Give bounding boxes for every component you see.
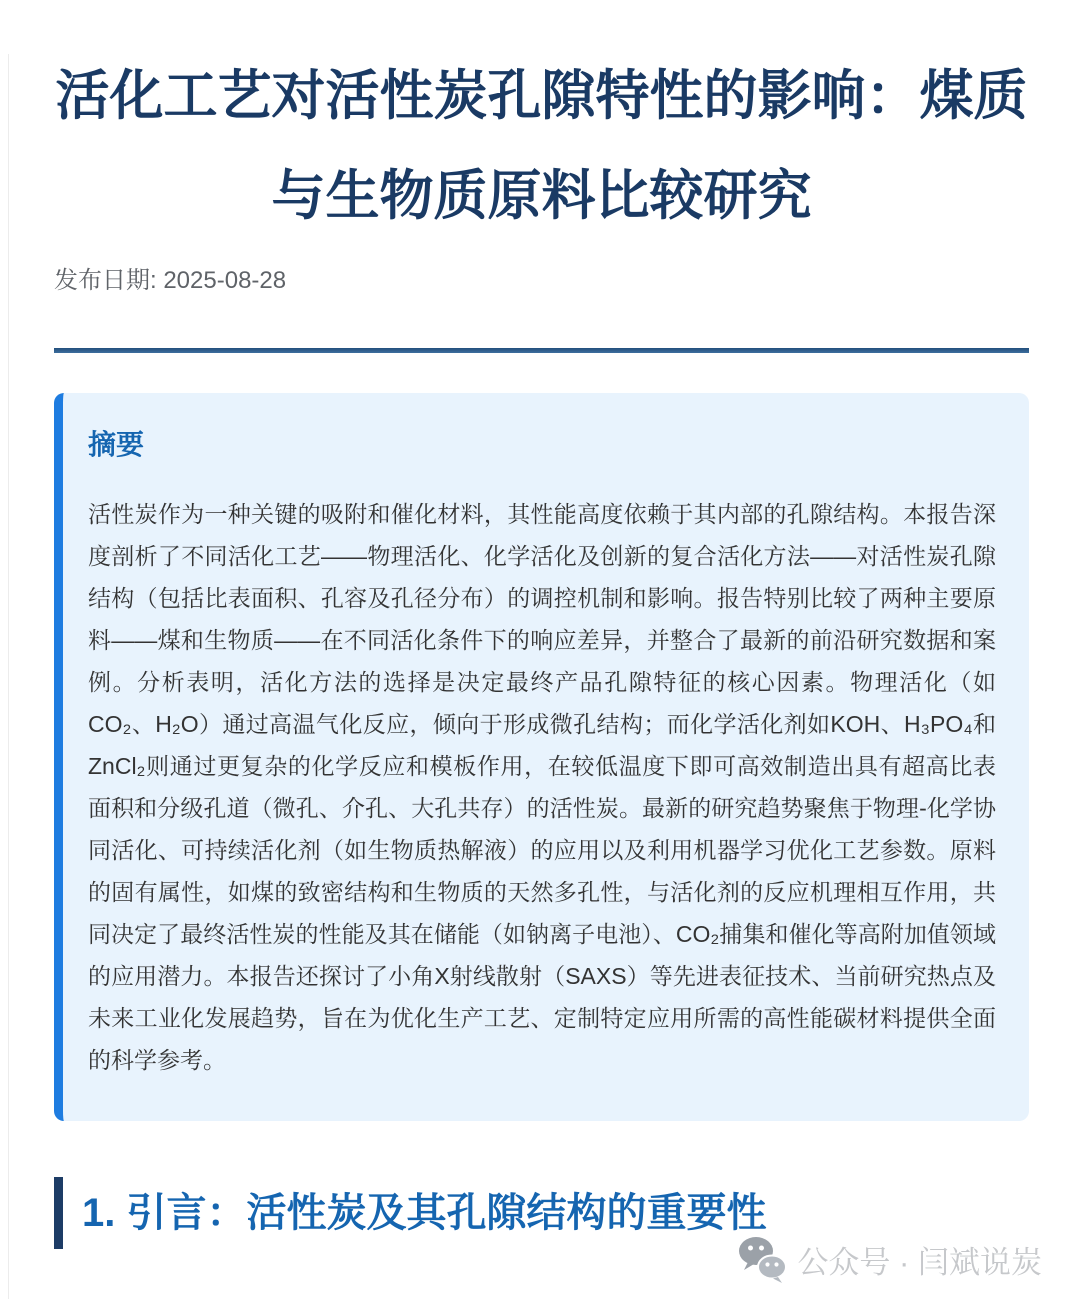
section-heading-introduction: 1. 引言：活性炭及其孔隙结构的重要性 (54, 1177, 1029, 1249)
article-page (0, 46, 1080, 1299)
wechat-icon (737, 1235, 787, 1283)
abstract-body: 活性炭作为一种关键的吸附和催化材料，其性能高度依赖于其内部的孔隙结构。本报告深度剖析了不同活化工艺——物理活化、化学活化及创新的复合活化方法——对活性炭孔隙结构（包括比表面积、孔容及孔径分布）的调控机制和影响。报告特别比较了两种主要原料——煤和生物质——在不同活化条件下的响应差异，并整合了最新的前沿研究数据和案例。分析表明，活化方法的选择是决定最终产品孔隙特征的核心因素。物理活化（如CO₂、H₂O）通过高温气化反应，倾向于形成微孔结构；而化学活化剂如KOH、H₃PO₄和ZnCl₂则通过更复杂的化学反应和模板作用，在较低温度下即可高效制造出具有超高比表面积和分级孔道（微孔、介孔、大孔共存）的活性炭。最新的研究趋势聚焦于物理-化学协同活化、可持续活化剂（如生物质热解液）的应用以及利用机器学习优化工艺参数。原料的固有属性，如煤的致密结构和生物质的天然多孔性，与活化剂的反应机理相互作用，共同决定了最终活性炭的性能及其在储能（如钠离子电池）、CO₂捕集和催化等高附加值领域的应用潜力。本报告还探讨了小角X射线散射（SAXS）等先进表征技术、当前研究热点及未来工业化发展趋势，旨在为优化生产工艺、定制特定应用所需的高性能碳材料提供全面的科学参考。 (88, 501, 996, 1073)
article-title: 活化工艺对活性炭孔隙特性的影响：煤质与生物质原料比较研究 (55, 66, 1028, 226)
watermark-text: 公众号 · 闫斌说炭 (797, 1244, 1042, 1280)
publish-date: 发布日期: 2025-08-28 (54, 267, 287, 294)
page-edge-line (8, 54, 9, 1299)
title-divider (54, 348, 1029, 353)
watermark (737, 1235, 1042, 1283)
abstract-card (54, 393, 1029, 1121)
abstract-heading: 摘要 (88, 429, 145, 460)
